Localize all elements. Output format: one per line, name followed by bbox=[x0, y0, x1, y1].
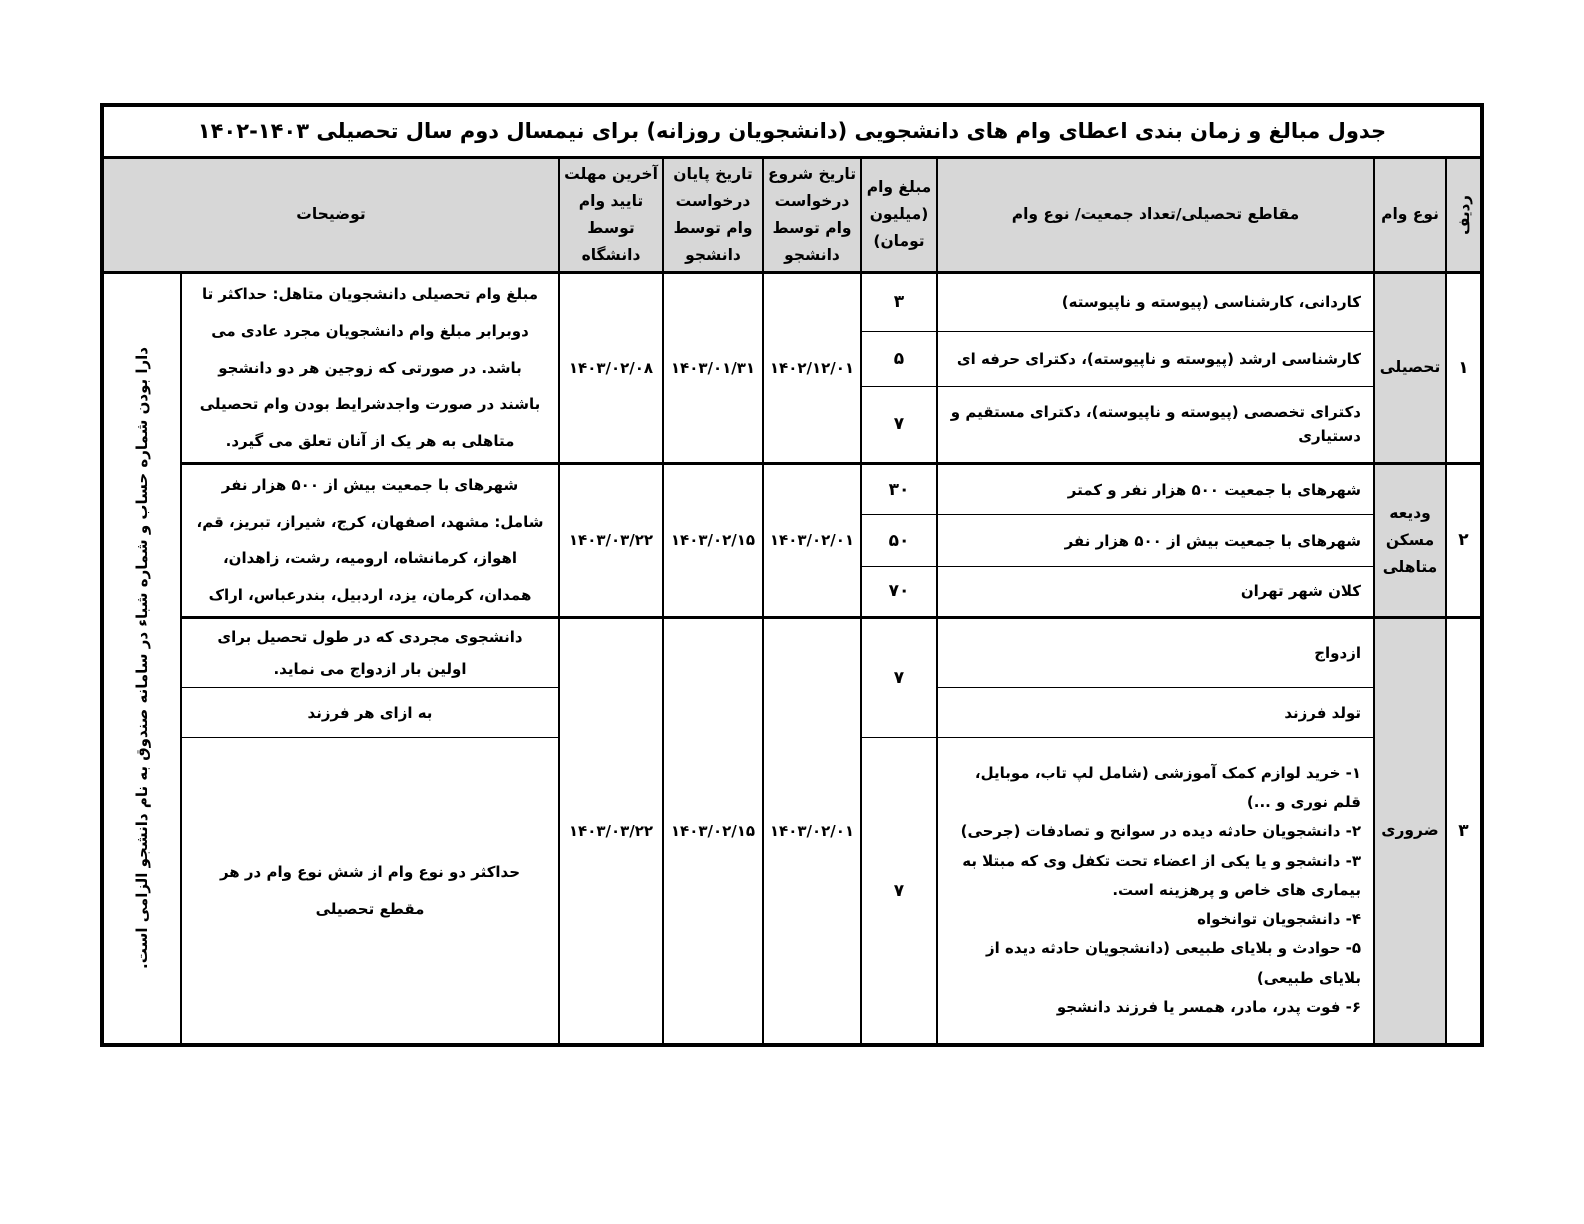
row3-category-marriage: ازدواج bbox=[937, 617, 1374, 688]
row3-amount-bottom: ۷ bbox=[861, 738, 937, 1045]
row2-amount-3: ۷۰ bbox=[861, 567, 937, 618]
row2-note: شهرهای با جمعیت بیش از ۵۰۰ هزار نفر شامل: مشهد، اصفهان، کرج، شیراز، تبریز، قم، اهواز، کرمانشاه، ارومیه، رشت، زاهدان، همدان، کرمان، یزد، اردبیل، بندرعباس، اراک bbox=[181, 463, 559, 617]
list-item: ۲- دانشجویان حادثه دیده در سوانح و تصادفات (جرحی) bbox=[960, 822, 1361, 841]
row2-start-date: ۱۴۰۳/۰۲/۰۱ bbox=[763, 463, 861, 617]
row3-category-list bbox=[937, 738, 1374, 1045]
loan-schedule-table bbox=[100, 103, 1484, 1047]
header-row-number-label: ردیف bbox=[1454, 194, 1473, 235]
row1-approval-deadline: ۱۴۰۳/۰۲/۰۸ bbox=[559, 273, 663, 464]
row1-amount-3: ۷ bbox=[861, 387, 937, 464]
header-start-date: تاریخ شروع درخواست وام توسط دانشجو bbox=[763, 157, 861, 273]
row1-category-3: دکترای تخصصی (پیوسته و ناپیوسته)، دکترای مستقیم و دستیاری bbox=[937, 387, 1374, 464]
row3-note-childbirth: به ازای هر فرزند bbox=[181, 688, 559, 738]
row1-amount-2: ۵ bbox=[861, 331, 937, 386]
row3-end-date: ۱۴۰۳/۰۲/۱۵ bbox=[663, 617, 763, 1045]
header-end-date: تاریخ پایان درخواست وام توسط دانشجو bbox=[663, 157, 763, 273]
row3-loan-type: ضروری bbox=[1374, 617, 1446, 1045]
row2-category-3: کلان شهر تهران bbox=[937, 567, 1374, 618]
row1-category-1: کاردانی، کارشناسی (پیوسته و ناپیوسته) bbox=[937, 273, 1374, 332]
header-notes: توضیحات bbox=[102, 157, 559, 273]
row2-approval-deadline: ۱۴۰۳/۰۳/۲۲ bbox=[559, 463, 663, 617]
header-category: مقاطع تحصیلی/تعداد جمعیت/ نوع وام bbox=[937, 157, 1374, 273]
row3-category-childbirth: تولد فرزند bbox=[937, 688, 1374, 738]
row3-note-list: حداکثر دو نوع وام از شش نوع وام در هر مقطع تحصیلی bbox=[181, 738, 559, 1045]
row2-category-2: شهرهای با جمعیت بیش از ۵۰۰ هزار نفر bbox=[937, 515, 1374, 567]
row2-loan-type: ودیعه مسکن متاهلی bbox=[1374, 463, 1446, 617]
row1-category-2: کارشناسی ارشد (پیوسته و ناپیوسته)، دکترای حرفه ای bbox=[937, 331, 1374, 386]
row2-number: ۲ bbox=[1446, 463, 1482, 617]
side-note-text: دارا بودن شماره حساب و شماره شباء در سامانه صندوق به نام دانشجو الزامی است. bbox=[132, 347, 151, 970]
row1-start-date: ۱۴۰۲/۱۲/۰۱ bbox=[763, 273, 861, 464]
header-row-number bbox=[1446, 157, 1482, 273]
table-title: جدول مبالغ و زمان بندی اعطای وام های دانشجویی (دانشجویان روزانه) برای نیمسال دوم سال تحصیلی ۱۴۰۳-۱۴۰۲ bbox=[102, 105, 1482, 157]
row2-end-date: ۱۴۰۳/۰۲/۱۵ bbox=[663, 463, 763, 617]
row2-amount-2: ۵۰ bbox=[861, 515, 937, 567]
side-note-cell bbox=[102, 273, 181, 1045]
row3-number: ۳ bbox=[1446, 617, 1482, 1045]
row3-note-marriage: دانشجوی مجردی که در طول تحصیل برای اولین بار ازدواج می نماید. bbox=[181, 617, 559, 688]
list-item: ۳- دانشجو و یا یکی از اعضاء تحت تکفل وی که مبتلا به بیماری های خاص و پرهزینه است. bbox=[962, 851, 1361, 899]
row1-number: ۱ bbox=[1446, 273, 1482, 464]
row1-note: مبلغ وام تحصیلی دانشجویان متاهل: حداکثر تا دوبرابر مبلغ وام دانشجویان مجرد عادی می باشد. در صورتی که زوجین هر دو دانشجو باشند در صورت واجدشرایط بودن وام تحصیلی متاهلی به هر یک از آنان تعلق می گیرد. bbox=[181, 273, 559, 464]
list-item: ۶- فوت پدر، مادر، همسر یا فرزند دانشجو bbox=[1056, 997, 1361, 1016]
row2-category-1: شهرهای با جمعیت ۵۰۰ هزار نفر و کمتر bbox=[937, 463, 1374, 515]
row1-amount-1: ۳ bbox=[861, 273, 937, 332]
list-item: ۴- دانشجویان توانخواه bbox=[1197, 910, 1361, 929]
row3-amount-top: ۷ bbox=[861, 617, 937, 738]
row1-end-date: ۱۴۰۳/۰۱/۳۱ bbox=[663, 273, 763, 464]
row1-loan-type: تحصیلی bbox=[1374, 273, 1446, 464]
header-loan-type: نوع وام bbox=[1374, 157, 1446, 273]
row3-approval-deadline: ۱۴۰۳/۰۳/۲۲ bbox=[559, 617, 663, 1045]
list-item: ۵- حوادث و بلایای طبیعی (دانشجویان حادثه دیده از بلایای طبیعی) bbox=[985, 939, 1361, 987]
row3-start-date: ۱۴۰۳/۰۲/۰۱ bbox=[763, 617, 861, 1045]
list-item: ۱- خرید لوازم کمک آموزشی (شامل لپ تاب، موبایل، قلم نوری و ...) bbox=[974, 763, 1361, 812]
header-amount: مبلغ وام (میلیون تومان) bbox=[861, 157, 937, 273]
row2-amount-1: ۳۰ bbox=[861, 463, 937, 515]
header-approval-deadline: آخرین مهلت تایید وام توسط دانشگاه bbox=[559, 157, 663, 273]
